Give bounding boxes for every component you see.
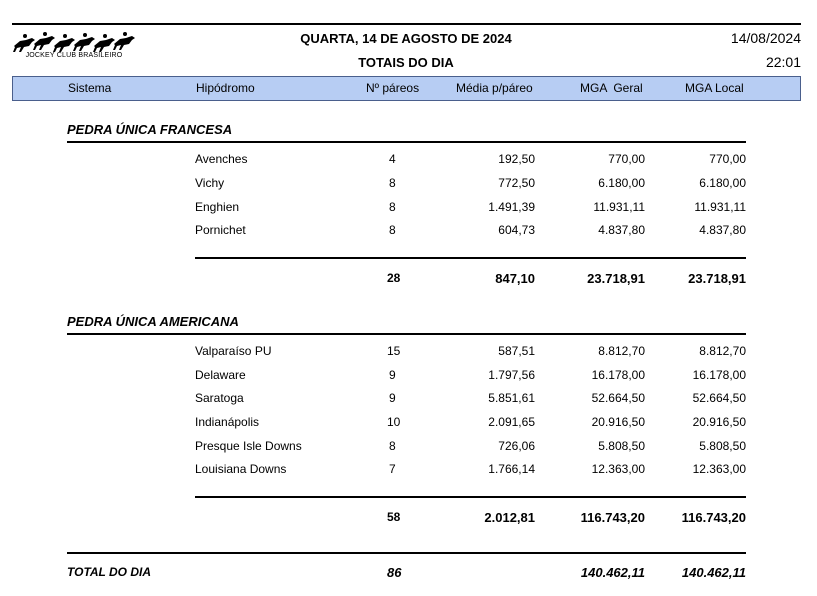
row-mga-geral: 770,00: [608, 152, 645, 166]
row-media: 1.797,56: [488, 368, 535, 382]
column-header-hipodromo: Hipódromo: [196, 81, 255, 95]
total-label: TOTAL DO DIA: [67, 565, 151, 579]
logo-text: JOCKEY CLUB BRASILEIRO: [25, 52, 123, 59]
horse-icon: [53, 34, 75, 52]
report-date-title: QUARTA, 14 DE AGOSTO DE 2024: [300, 31, 512, 46]
row-mga-local: 16.178,00: [692, 368, 746, 382]
group-rule: [67, 141, 746, 143]
row-mga-local: 770,00: [709, 152, 746, 166]
row-media: 1.491,39: [488, 200, 535, 214]
subtotal-rule: [195, 496, 746, 498]
row-pareos: 7: [389, 462, 396, 476]
row-mga-local: 6.180,00: [699, 176, 746, 190]
row-media: 2.091,65: [488, 415, 535, 429]
column-header-sistema: Sistema: [68, 81, 112, 95]
horse-icon: [93, 34, 115, 52]
subtotal-pareos: 28: [387, 271, 401, 285]
row-media: 1.766,14: [488, 462, 535, 476]
row-hipodromo: Pornichet: [195, 223, 246, 237]
row-mga-geral: 11.931,11: [593, 200, 645, 214]
row-hipodromo: Indianápolis: [195, 415, 260, 429]
total-rule: [67, 552, 746, 554]
row-media: 5.851,61: [488, 391, 535, 405]
column-header-bar: [12, 76, 801, 101]
subtotal-mga-local: 116.743,20: [681, 510, 746, 525]
row-media: 604,73: [498, 223, 535, 237]
row-mga-local: 11.931,11: [694, 200, 746, 214]
row-pareos: 9: [389, 368, 396, 382]
subtotal-pareos: 58: [387, 510, 401, 524]
row-pareos: 10: [387, 415, 401, 429]
top-rule: [12, 23, 801, 25]
row-mga-geral: 52.664,50: [591, 391, 645, 405]
row-media: 587,51: [498, 344, 535, 358]
row-pareos: 9: [389, 391, 396, 405]
row-mga-local: 12.363,00: [692, 462, 746, 476]
subtotal-mga-geral: 23.718,91: [587, 271, 645, 286]
row-mga-local: 20.916,50: [692, 415, 746, 429]
total-pareos: 86: [387, 565, 402, 580]
horse-icon: [113, 32, 135, 50]
horse-icon: [13, 34, 35, 52]
row-hipodromo: Enghien: [195, 200, 240, 214]
horse-icon: [73, 33, 95, 51]
subtotal-mga-local: 23.718,91: [688, 271, 746, 286]
row-mga-geral: 8.812,70: [598, 344, 645, 358]
row-pareos: 8: [389, 439, 396, 453]
print-date: 14/08/2024: [730, 30, 801, 46]
group-title-francesa: PEDRA ÚNICA FRANCESA: [67, 122, 233, 137]
row-hipodromo: Delaware: [195, 368, 246, 382]
subtotal-rule: [195, 257, 746, 259]
row-media: 772,50: [498, 176, 535, 190]
horse-icon: [33, 32, 55, 50]
column-header-mga-geral: MGA Geral: [580, 81, 643, 95]
column-header-pareos: Nº páreos: [366, 81, 420, 95]
row-mga-geral: 16.178,00: [591, 368, 645, 382]
row-mga-geral: 4.837,80: [598, 223, 645, 237]
subtotal-media: 847,10: [495, 271, 535, 286]
print-time: 22:01: [765, 54, 801, 70]
row-mga-local: 8.812,70: [699, 344, 746, 358]
row-mga-geral: 12.363,00: [591, 462, 645, 476]
group-rule: [67, 333, 746, 335]
subtotal-media: 2.012,81: [484, 510, 535, 525]
column-header-media: Média p/páreo: [456, 81, 533, 95]
row-pareos: 15: [387, 344, 401, 358]
group-title-americana: PEDRA ÚNICA AMERICANA: [67, 314, 239, 329]
row-hipodromo: Louisiana Downs: [195, 462, 287, 476]
row-hipodromo: Vichy: [195, 176, 225, 190]
row-mga-geral: 20.916,50: [591, 415, 645, 429]
subtotal-mga-geral: 116.743,20: [580, 510, 645, 525]
row-pareos: 4: [389, 152, 396, 166]
row-pareos: 8: [389, 176, 396, 190]
total-mga-geral: 140.462,11: [580, 565, 645, 580]
row-pareos: 8: [389, 223, 396, 237]
report-subtitle: TOTAIS DO DIA: [358, 55, 454, 70]
row-hipodromo: Saratoga: [195, 391, 244, 405]
row-hipodromo: Valparaíso PU: [195, 344, 272, 358]
row-pareos: 8: [389, 200, 396, 214]
row-hipodromo: Avenches: [195, 152, 248, 166]
row-mga-local: 4.837,80: [699, 223, 746, 237]
total-mga-local: 140.462,11: [681, 565, 746, 580]
row-hipodromo: Presque Isle Downs: [195, 439, 302, 453]
column-header-mga-local: MGA Local: [685, 81, 744, 95]
row-media: 726,06: [498, 439, 535, 453]
row-mga-geral: 6.180,00: [598, 176, 645, 190]
row-mga-local: 5.808,50: [699, 439, 746, 453]
row-mga-geral: 5.808,50: [598, 439, 645, 453]
row-mga-local: 52.664,50: [692, 391, 746, 405]
row-media: 192,50: [498, 152, 535, 166]
